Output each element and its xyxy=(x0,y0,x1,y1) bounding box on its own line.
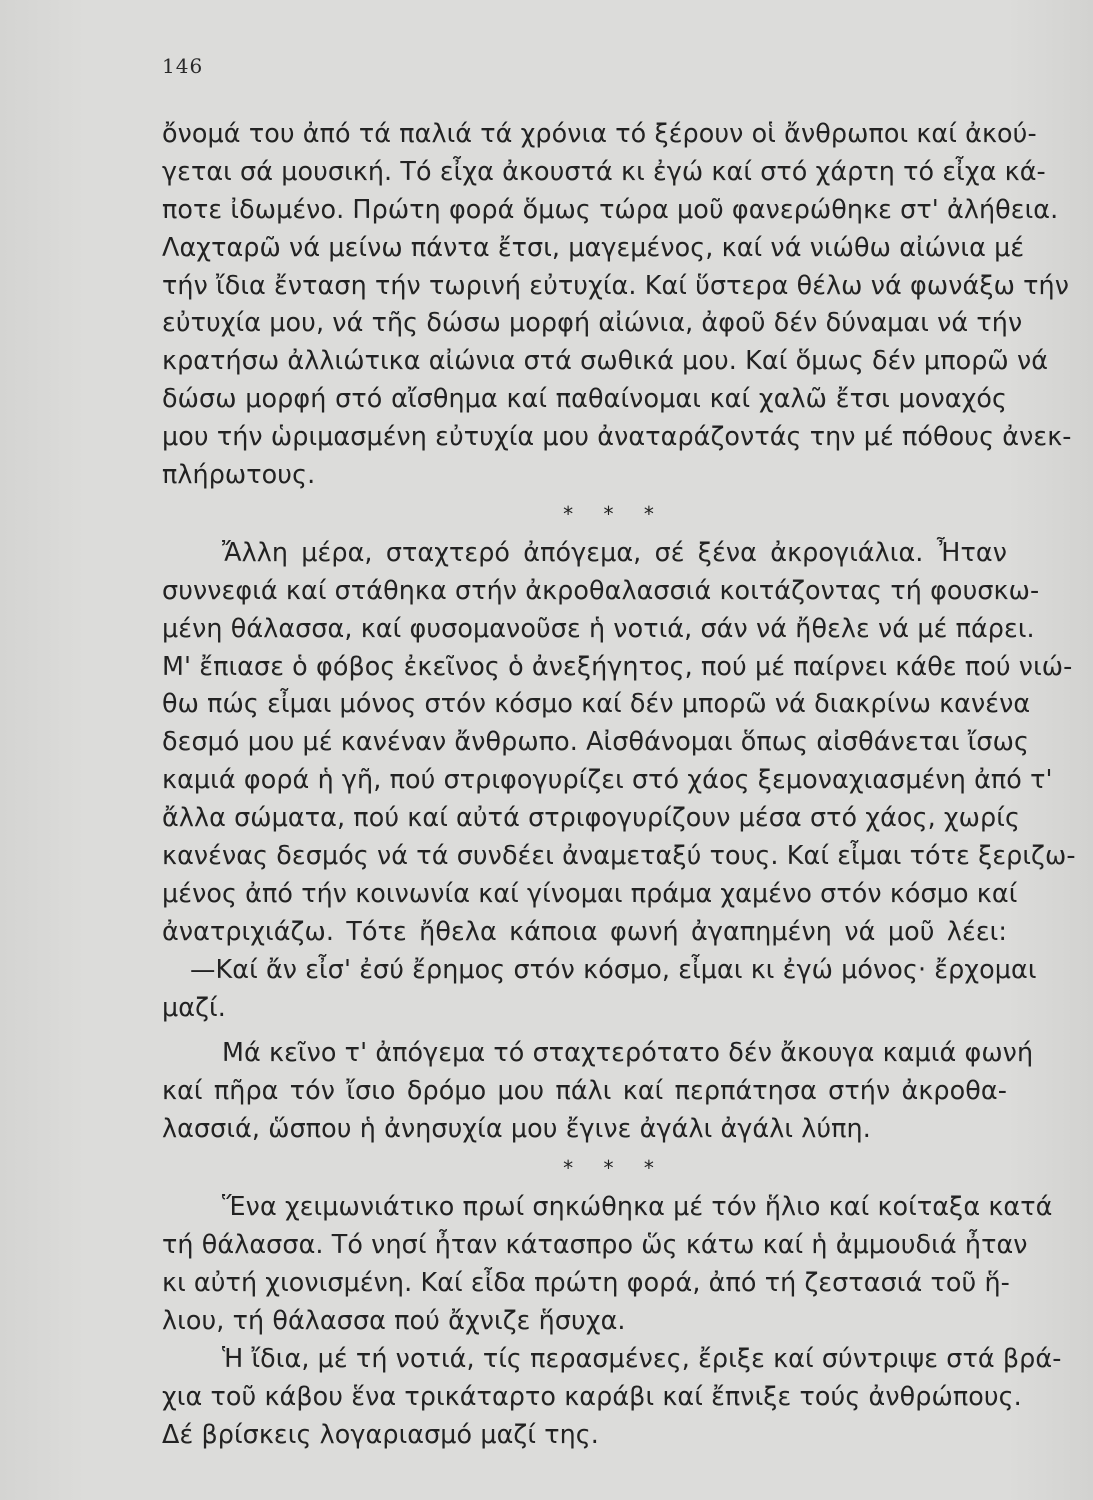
section-separator: * * * xyxy=(563,501,666,526)
text-line: μένος ἀπό τήν κοινωνία καί γίνομαι πράμα χαμένο στόν κόσμο καί xyxy=(162,877,1018,908)
text-line: κρατήσω ἀλλιώτικα αἰώνια στά σωθικά μου. Καί ὅμως δέν μπορῶ νά xyxy=(162,345,1049,376)
text-line: Μ' ἔπιασε ὁ φόβος ἐκεῖνος ὁ ἀνεξήγητος, πού μέ παίρνει κάθε πού νιώ- xyxy=(162,650,1073,681)
text-line: εὐτυχία μου, νά τῆς δώσω μορφή αἰώνια, ἀφοῦ δέν δύναμαι νά τήν xyxy=(162,307,1023,338)
dialogue xyxy=(162,951,1037,1027)
paragraph-5 xyxy=(162,1340,1062,1454)
page-number: 146 xyxy=(162,54,204,78)
text-line: λιου, τή θάλασσα πού ἄχνιζε ἥσυχα. xyxy=(162,1304,626,1335)
text-line: καί πῆρα τόν ἴσιο δρόμο μου πάλι καί περπάτησα στήν ἀκροθα- xyxy=(162,1075,1007,1106)
text-line: καμιά φορά ἡ γῆ, πού στριφογυρίζει στό χάος ξεμοναχιασμένη ἀπό τ' xyxy=(162,764,1053,795)
text-line: —Καί ἄν εἶσ' ἐσύ ἔρημος στόν κόσμο, εἶμαι κι ἐγώ μόνος· ἔρχομαι xyxy=(190,953,1037,984)
text-line: τήν ἴδια ἔνταση τήν τωρινή εὐτυχία. Καί ὕστερα θέλω νά φωνάξω τήν xyxy=(162,269,1069,300)
section-separator: * * * xyxy=(563,1156,666,1181)
text-line: γεται σά μουσική. Τό εἶχα ἀκουστά κι ἐγώ καί στό χάρτη τό εἶχα κά- xyxy=(162,155,1046,186)
text-line: μένη θάλασσα, καί φυσομανοῦσε ἡ νοτιά, σάν νά ἤθελε νά μέ πάρει. xyxy=(162,612,1035,643)
text-line: ἀνατριχιάζω. Τότε ἤθελα κάποια φωνή ἀγαπημένη νά μοῦ λέει: xyxy=(162,915,1007,946)
paragraph-gap xyxy=(162,1026,1007,1034)
text-line: ἄλλα σώματα, πού καί αὐτά στριφογυρίζουν μέσα στό χάος, χωρίς xyxy=(162,802,1020,833)
text-line: Δέ βρίσκεις λογαριασμό μαζί της. xyxy=(162,1418,599,1449)
text-line: λασσιά, ὥσπου ἡ ἀνησυχία μου ἔγινε ἀγάλι ἀγάλι λύπη. xyxy=(162,1113,871,1144)
text-line: μου τήν ὡριμασμένη εὐτυχία μου ἀναταράζοντάς την μέ πόθους ἀνεκ- xyxy=(162,421,1072,452)
text-line: κι αὐτή χιονισμένη. Καί εἶδα πρώτη φορά, ἀπό τή ζεστασιά τοῦ ἥ- xyxy=(162,1266,1010,1297)
text-line: Λαχταρῶ νά μείνω πάντα ἔτσι, μαγεμένος, καί νά νιώθω αἰώνια μέ xyxy=(162,231,1025,262)
text-line: ὄνομά του ἀπό τά παλιά τά χρόνια τό ξέρουν οἱ ἄνθρωποι καί ἀκού- xyxy=(162,118,1037,148)
paragraph-2 xyxy=(162,534,1076,951)
text-line: Ἕνα χειμωνιάτικο πρωί σηκώθηκα μέ τόν ἥλιο καί κοίταξα κατά xyxy=(222,1191,1053,1222)
text-line: συννεφιά καί στάθηκα στήν ἀκροθαλασσιά κοιτάζοντας τή φουσκω- xyxy=(162,574,1040,605)
text-line: δεσμό μου μέ κανέναν ἄνθρωπο. Αἰσθάνομαι ὅπως αἰσθάνεται ἴσως xyxy=(162,726,1029,757)
text-line: Ἄλλη μέρα, σταχτερό ἀπόγεμα, σέ ξένα ἀκρογιάλια. Ἦταν xyxy=(222,536,1007,567)
text-line: πλήρωτους. xyxy=(162,459,316,490)
paragraph-3 xyxy=(162,1034,1034,1148)
text-line: Ἡ ἴδια, μέ τή νοτιά, τίς περασμένες, ἔριξε καί σύντριψε στά βρά- xyxy=(222,1342,1062,1373)
text-body xyxy=(162,115,1076,1453)
text-line: Μά κεῖνο τ' ἀπόγεμα τό σταχτερότατο δέν ἄκουγα καμιά φωνή xyxy=(222,1037,1034,1068)
paragraph-4 xyxy=(162,1188,1053,1340)
text-line: τή θάλασσα. Τό νησί ἦταν κάτασπρο ὥς κάτω καί ἡ ἀμμουδιά ἦταν xyxy=(162,1229,1028,1260)
text-line: κανένας δεσμός νά τά συνδέει ἀναμεταξύ τους. Καί εἶμαι τότε ξεριζω- xyxy=(162,840,1076,871)
text-line: θω πώς εἶμαι μόνος στόν κόσμο καί δέν μπορῶ νά διακρίνω κανένα xyxy=(162,688,1031,719)
paragraph-1 xyxy=(162,115,1072,494)
text-line: ποτε ἰδωμένο. Πρώτη φορά ὅμως τώρα μοῦ φανερώθηκε στ' ἀλήθεια. xyxy=(162,193,1059,224)
text-line: μαζί. xyxy=(162,991,226,1022)
text-line: χια τοῦ κάβου ἕνα τρικάταρτο καράβι καί ἔπνιξε τούς ἀνθρώπους. xyxy=(162,1380,1022,1411)
text-line: δώσω μορφή στό αἴσθημα καί παθαίνομαι καί χαλῶ ἔτσι μοναχός xyxy=(162,383,1007,414)
